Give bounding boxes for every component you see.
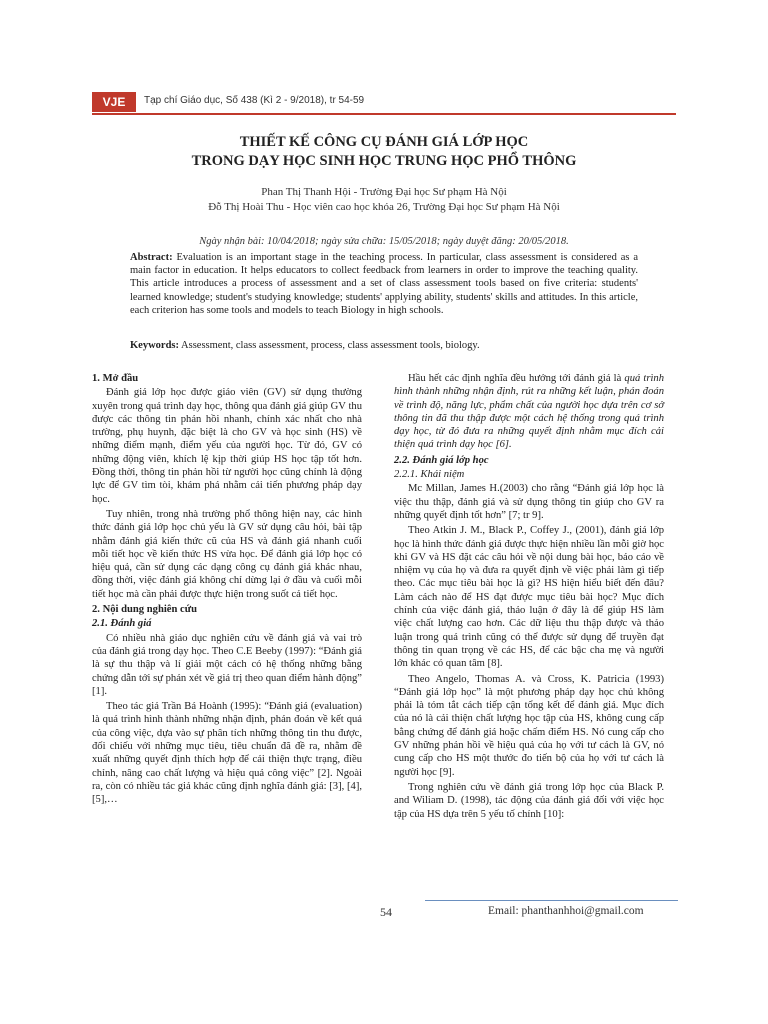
- journal-logo: VJE: [92, 92, 136, 112]
- keywords: [130, 339, 638, 352]
- author-list: [92, 185, 676, 215]
- subsection-heading: 2.1. Đánh giá: [92, 618, 152, 630]
- submission-dates: Ngày nhận bài: 10/04/2018; ngày sửa chữa: 15/05/2018; ngày duyệt đăng: 20/05/2018.: [199, 236, 569, 247]
- paragraph-italic-text: quá trình hình thành những nhận định, rút ra những kết luận, phán đoán về trình độ, năng lực, phẩm chất của người học dựa trên cơ sở thông tin đã thu thập được một cách hệ thống trong quá trình dạy học, từ đó đưa ra những quyết định nhằm mục đích cải thiện quá trình dạy học [6].: [394, 373, 664, 451]
- subsubsection-heading: 2.2.1. Khái niệm: [394, 469, 465, 481]
- article-title: [92, 133, 676, 171]
- author-1: Phan Thị Thanh Hội - Trường Đại học Sư phạm Hà Nội: [261, 186, 507, 198]
- paragraph: [394, 372, 664, 452]
- header-divider: [92, 113, 676, 115]
- paragraph-text: Hầu hết các định nghĩa đều hướng tới đánh giá là: [408, 373, 625, 384]
- paragraph: Theo tác giả Trần Bá Hoành (1995): “Đánh giá (evaluation) là quá trình hình thành những nhận định, phán đoán về kết quả của công việc, dựa vào sự phân tích những thông tin thu được, đối chiếu với những mục tiêu, tiêu chuẩn đã đề ra, nhằm đề xuất những quyết định thích hợp để cải thiện thực trạng, điều chỉnh, nâng cao chất lượng và hiệu quả công việc” [2]. Ngoài ra, còn có nhiều tác giả khác cũng định nghĩa đánh giá: [3], [4], [5],…: [92, 701, 362, 806]
- journal-citation: Tạp chí Giáo dục, Số 438 (Kì 2 - 9/2018), tr 54-59: [144, 95, 365, 106]
- paragraph: Mc Millan, James H.(2003) cho rằng “Đánh giá lớp học là việc thu thập, đánh giá và sử dụng thông tin giúp cho GV ra những quyết định tốt hơn” [7; tr 9].: [394, 483, 664, 521]
- abstract: [130, 251, 638, 317]
- paragraph: Trong nghiên cứu về đánh giá trong lớp học của Black P. and Wiliam D. (1998), tác động của đánh giá đối với việc học tập của HS dựa trên 5 yếu tố chính [10]:: [394, 781, 664, 820]
- author-2: Đỗ Thị Hoài Thu - Học viên cao học khóa 26, Trường Đại học Sư phạm Hà Nội: [208, 201, 560, 213]
- journal-header: [92, 92, 676, 112]
- abstract-label: Abstract:: [130, 252, 173, 263]
- title-line-1: THIẾT KẾ CÔNG CỤ ĐÁNH GIÁ LỚP HỌC: [239, 134, 529, 150]
- abstract-text: Evaluation is an important stage in the teaching process. In particular, class assessment is considered as a main factor in education. It helps educators to collect feedback from learners in order to improve the teaching quality. This article introduces a process of assessment and a set of class assessment tools based on five criteria: students' learned knowledge; student's studying knowledge; students' applying ability, students' skills and attitudes. In this article, each criterion has some tools and models to teach Biology in high schools.: [130, 252, 638, 316]
- paragraph: Tuy nhiên, trong nhà trường phổ thông hiện nay, các hình thức đánh giá lớp học chủ yếu là GV sử dụng câu hỏi, bài tập nhằm đánh giá kiến thức cũ của HS và đánh giá nhanh cuối mỗi tiết học về kiến thức HS vừa học. Để đánh giá lớp học có hiệu quả, cần sử dụng các dạng công cụ đánh giá khác nhau, đồng thời, việc đánh giá không chỉ dừng lại ở đầu và cuối mỗi tiết học mà cần phải được thực hiện trong suốt cả tiết học.: [92, 508, 362, 600]
- right-column: [394, 372, 664, 823]
- left-column: [92, 372, 362, 809]
- keywords-text: Assessment, class assessment, process, class assessment tools, biology.: [179, 340, 480, 351]
- title-line-2: TRONG DẠY HỌC SINH HỌC TRUNG HỌC PHỔ THÔNG: [191, 153, 577, 169]
- paragraph: Đánh giá lớp học được giáo viên (GV) sử dụng thường xuyên trong quá trình dạy học, thông qua đánh giá giúp GV thu được các thông tin phản hồi nhanh, chính xác nhất cho nhà trường, phụ huynh, đặc biệt là cho GV và học sinh (HS) về những điểm mạnh, điểm yếu của người học. Từ đó, GV có những động viên, khích lệ kịp thời giúp HS học tập tốt hơn. Đồng thời, thông tin phản hồi từ người học cũng chính là động lực để GV tìm tòi, khám phá nhằm cải tiến phương pháp dạy học.: [92, 387, 362, 505]
- page-number: 54: [380, 905, 392, 919]
- subsection-heading: 2.2. Đánh giá lớp học: [394, 454, 489, 466]
- section-heading-content: 2. Nội dung nghiên cứu: [92, 604, 197, 616]
- author-email: Email: phanthanhhoi@gmail.com: [488, 905, 644, 917]
- paragraph: Theo Atkin J. M., Black P., Coffey J., (2001), đánh giá lớp học là hình thức đánh giá được thực hiện nhiều lần mỗi giờ học khi GV và HS đặt các câu hỏi về nội dung bài học, báo cáo về nhiệm vụ của họ và đưa ra quyết định về việc phải làm gì tiếp theo. Các mục tiêu bài học là gì? HS hiện hiểu biết đến đâu? Làm cách nào để HS đạt được mục tiêu bài học? Mục đích chính của việc đánh giá, thảo luận ở đây là để giúp HS làm việc chất lượng cao hơn. Các dữ liệu thu thập được và thảo luận trong quá trình cũng có thể được sử dụng để truyền đạt thông tin quan trọng về các HS, để các bậc cha mẹ và người lớn khác có quan tâm [8].: [394, 525, 664, 670]
- section-heading-intro: 1. Mở đầu: [92, 373, 139, 384]
- paragraph: Có nhiều nhà giáo dục nghiên cứu về đánh giá và vai trò của đánh giá trong dạy học. Theo C.E Beeby (1997): “Đánh giá là sự thu thập và lí giải một cách có hệ thống những bằng chứng dẫn tới sự phán xét về giá trị theo quan điểm hành động” [1].: [92, 632, 362, 697]
- keywords-label: Keywords:: [130, 340, 179, 351]
- footer-divider: [425, 900, 678, 901]
- paragraph: Theo Angelo, Thomas A. và Cross, K. Patricia (1993) “Đánh giá lớp học” là một phương pháp dạy học chủ không phải là tóm tắt cách tiếp cận tổng kết để đánh giá. Mục đích của nó là cải thiện chất lượng học tập của HS, không cung cấp bằng chứng để đánh giá hoặc chấm điểm HS. Nó cung cấp cho GV những phản hồi về hiệu quả của họ với tư cách là GV, nó cung cấp cho HS một thước đo tiến bộ của họ với tư cách là người học [9].: [394, 673, 664, 778]
